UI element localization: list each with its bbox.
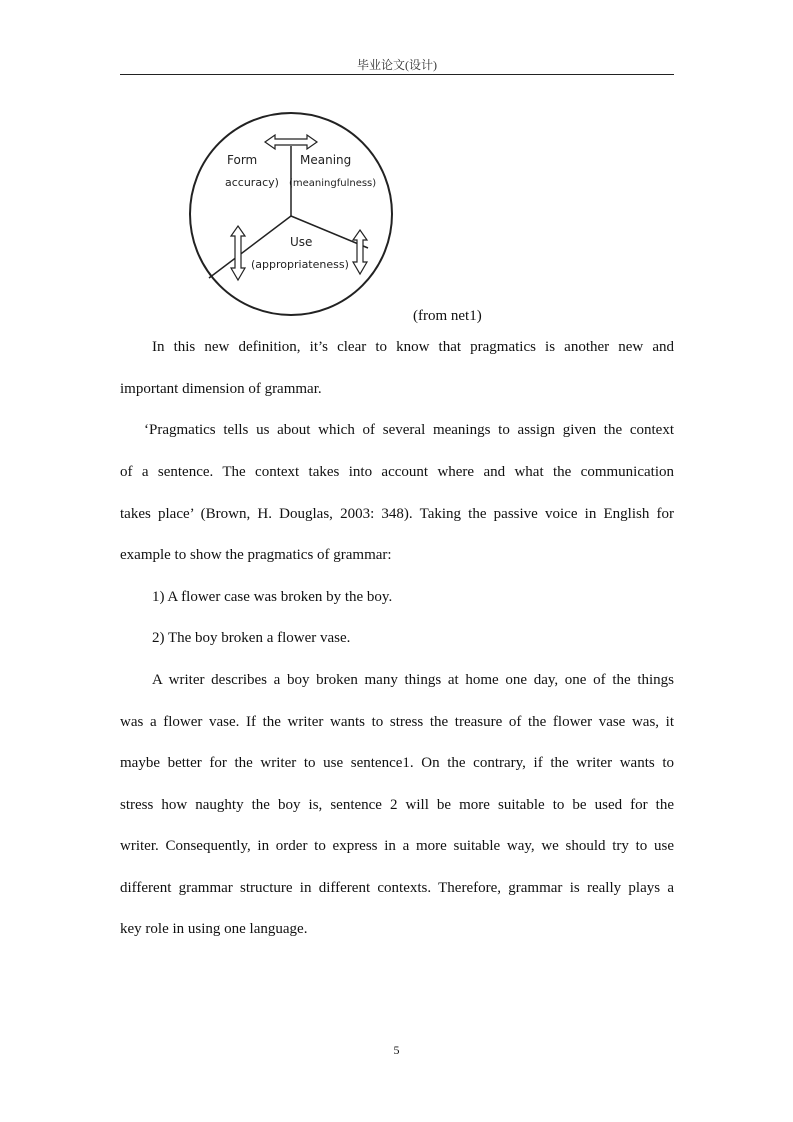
use-sub-label: (appropriateness) (251, 258, 349, 271)
p3-line-4: stress how naughty the boy is, sentence 2 will be more suitable to be used for the (120, 797, 674, 813)
p1-line-1: In this new definition, it’s clear to know that pragmatics is another new and (152, 339, 674, 355)
p3-line-3: maybe better for the writer to use sentence1. On the contrary, if the writer wants to (120, 755, 674, 771)
double-arrow-right (353, 230, 367, 274)
p1-line-2: important dimension of grammar. (120, 381, 322, 397)
form-sub-label: accuracy) (225, 176, 279, 189)
meaning-sub-label: (meaningfulness) (289, 178, 377, 189)
page-number: 5 (393, 1043, 400, 1057)
p2-line-3: takes place’ (Brown, H. Douglas, 2003: 348). Taking the passive voice in English for (120, 506, 674, 522)
p2-line-4: example to show the pragmatics of grammar: (120, 547, 392, 563)
p3-line-5: writer. Consequently, in order to express in a more suitable way, we should try to use (120, 838, 674, 854)
example-1: 1) A flower case was broken by the boy. (152, 589, 393, 605)
page-header: 毕业论文(设计) (357, 58, 437, 72)
form-label: Form (227, 153, 258, 167)
p2-line-1: ‘Pragmatics tells us about which of several meanings to assign given the context (144, 422, 674, 438)
p3-line-2: was a flower vase. If the writer wants to stress the treasure of the flower vase was, it (120, 714, 674, 730)
p3-line-6: different grammar structure in different contexts. Therefore, grammar is really plays a (120, 880, 674, 896)
grammar-diagram (183, 108, 408, 320)
p3-line-1: A writer describes a boy broken many things at home one day, one of the things (152, 672, 674, 688)
meaning-label: Meaning (300, 153, 352, 167)
header-rule (120, 74, 674, 75)
grammar-dimensions-figure (183, 108, 408, 320)
use-label: Use (290, 235, 313, 249)
p3-line-7: key role in using one language. (120, 921, 308, 937)
p2-line-2: of a sentence. The context takes into account where and what the communication (120, 464, 674, 480)
figure-caption: (from net1) (413, 308, 482, 324)
example-2: 2) The boy broken a flower vase. (152, 630, 351, 646)
